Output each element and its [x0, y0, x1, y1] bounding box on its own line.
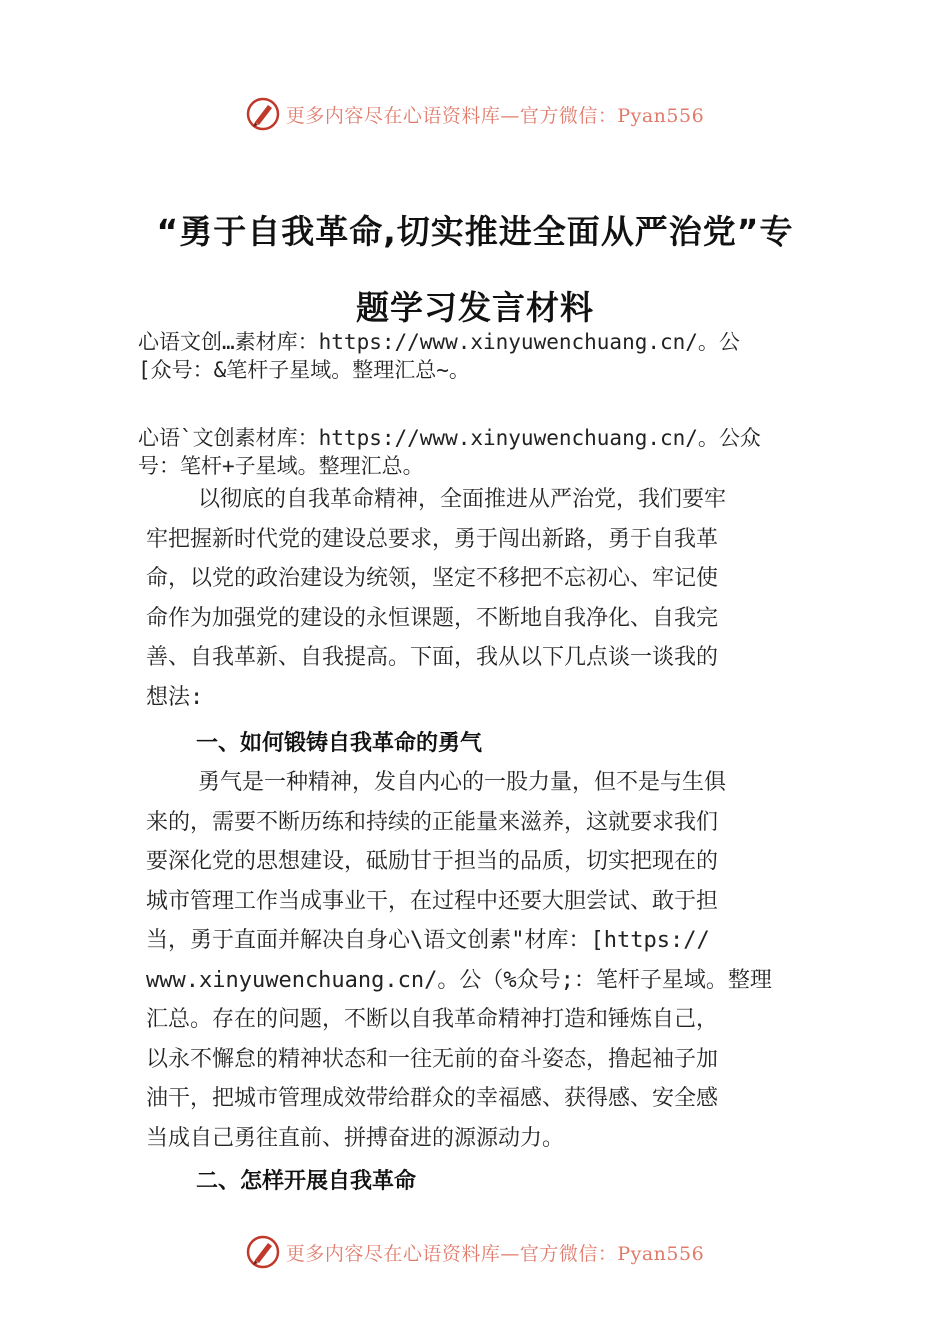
- paragraph-line: 汇总。存在的问题，不断以自我革命精神打造和锤炼自己，: [146, 1007, 719, 1032]
- watermark-line: 号：笔杆+子星域。整理汇总。: [138, 454, 424, 478]
- header-banner: [0, 94, 950, 134]
- paragraph-line: 当，勇于直面并解决自身心\语文创素"材库：[https://: [146, 928, 710, 953]
- pen-logo-icon: [246, 97, 280, 131]
- intro-paragraph: [146, 480, 726, 717]
- paragraph-line: www.xinyuwenchuang.cn/。公（%众号;：笔杆子星域。整理: [146, 967, 772, 993]
- paragraph-line: 命作为加强党的建设的永恒课题，不断地自我净化、自我完: [146, 605, 719, 631]
- paragraph-line: 油干，把城市管理成效带给群众的幸福感、获得感、安全感: [146, 1086, 719, 1111]
- paragraph-line: 命，以党的政治建设为统领，坚定不移把不忘初心、牢记使: [146, 566, 719, 591]
- section-heading-2: 二、怎样开展自我革命: [196, 1169, 417, 1194]
- pen-logo-icon: [246, 1235, 280, 1269]
- watermark-line: 心语`文创素材库：https://www.xinyuwenchuang.cn/。公众: [138, 426, 761, 450]
- page-title-line-1: “勇于自我革命,切实推进全面从严治党”专: [156, 212, 794, 251]
- banner-text: 更多内容尽在心语资料库—官方微信：Pyan556: [285, 1242, 705, 1265]
- banner-text: 更多内容尽在心语资料库—官方微信：Pyan556: [285, 104, 705, 127]
- paragraph-line: 当成自己勇往直前、拼搏奋进的源源动力。: [146, 1125, 565, 1151]
- paragraph-line: 勇气是一种精神，发自内心的一股力量，但不是与生俱: [198, 770, 727, 795]
- watermark-line: 心语文创…素材库：https://www.xinyuwenchuang.cn/。公: [138, 330, 740, 354]
- paragraph-line: 以永不懈怠的精神状态和一往无前的奋斗姿态，撸起袖子加: [146, 1046, 719, 1072]
- paragraph-line: 想法:: [146, 684, 204, 710]
- paragraph-line: 要深化党的思想建设，砥励甘于担当的品质，切实把现在的: [146, 849, 719, 874]
- watermark-block-2: [138, 424, 818, 480]
- paragraph-line: 以彻底的自我革命精神，全面推进从严治党，我们要牢: [198, 487, 727, 512]
- paragraph-line: 善、自我革新、自我提高。下面，我从以下几点谈一谈我的: [146, 645, 719, 670]
- watermark-line: [众号：&笔杆子星域。整理汇总~。: [138, 358, 470, 382]
- paragraph-line: 城市管理工作当成事业干，在过程中还要大胆尝试、敢于担: [146, 888, 719, 914]
- section-heading-1: 一、如何锻铸自我革命的勇气: [196, 731, 483, 756]
- footer-banner: [0, 1232, 950, 1272]
- paragraph-line: 牢把握新时代党的建设总要求，勇于闯出新路，勇于自我革: [146, 526, 719, 552]
- paragraph-line: 来的，需要不断历练和持续的正能量来滋养，这就要求我们: [146, 809, 719, 835]
- watermark-block-1: [138, 328, 818, 384]
- section-1-paragraph: [146, 763, 772, 1158]
- page-title-line-2: 题学习发言材料: [356, 288, 594, 327]
